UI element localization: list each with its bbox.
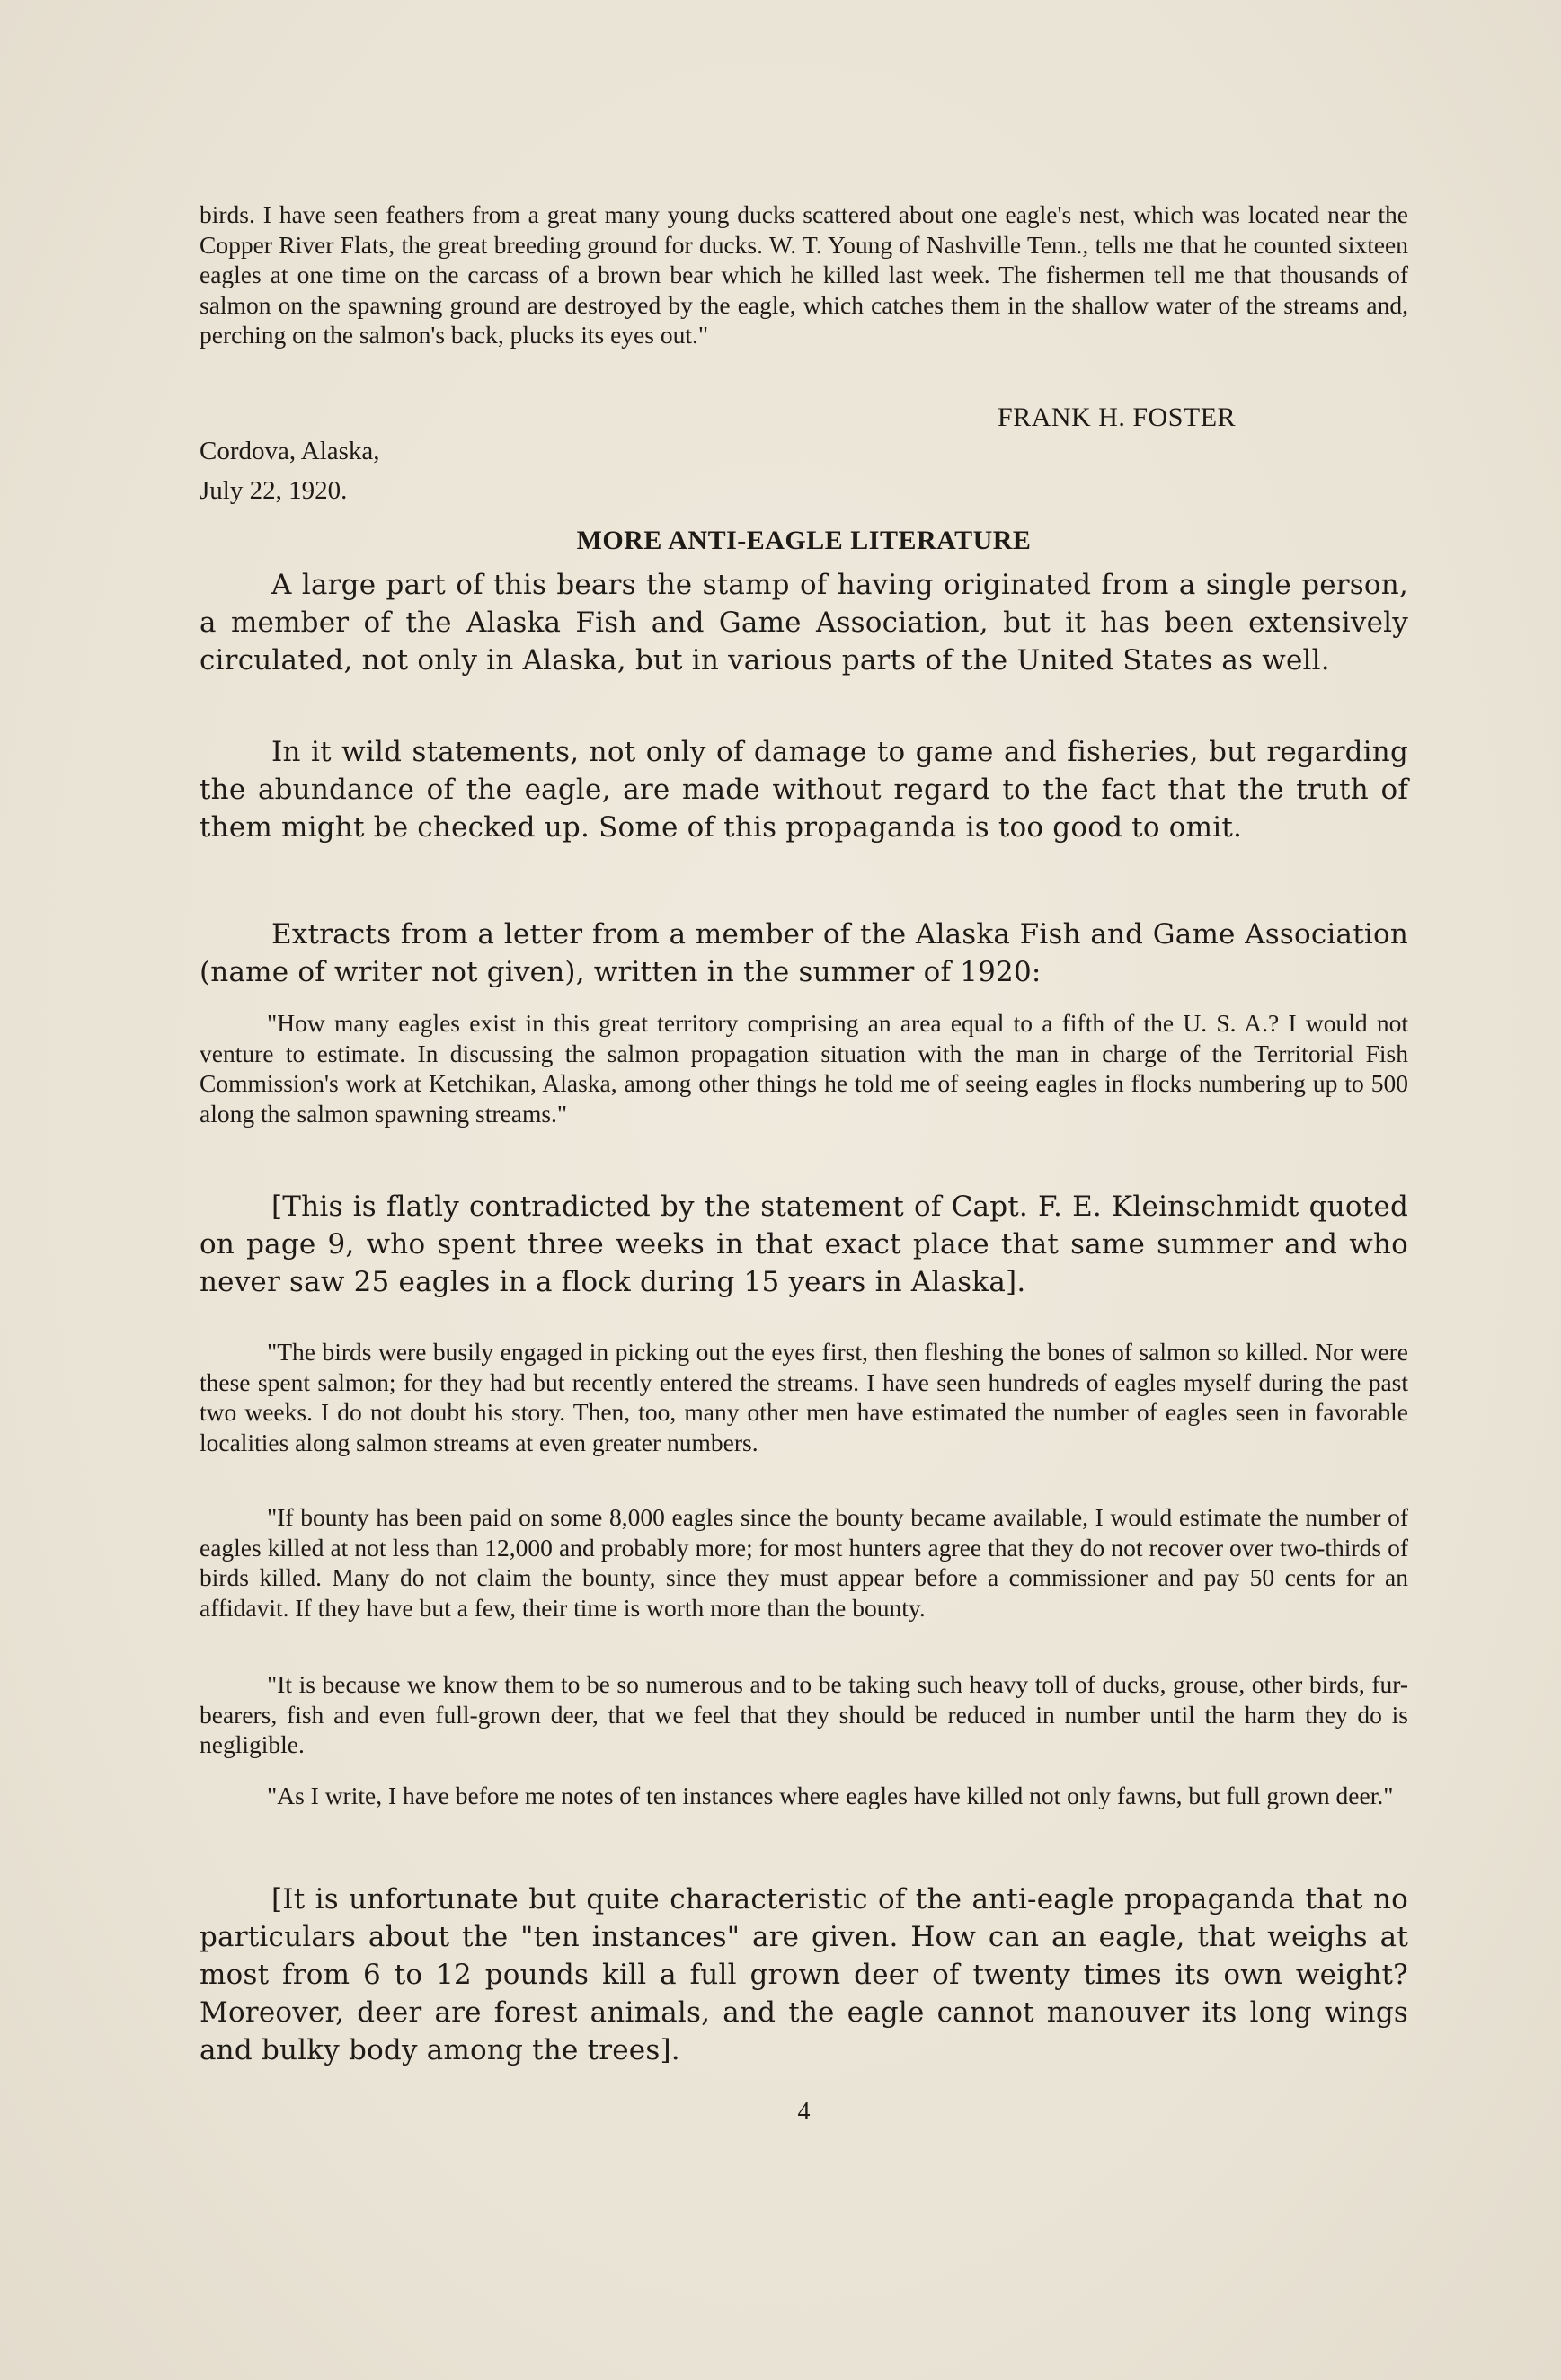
paragraph-origin: A large part of this bears the stamp of having originated from a single person, a member of the Alaska Fish and Game Association, but it has been extensively circulated, not only in Alaska, but in various parts of the United States as well. [200,569,1408,677]
quote-bounty: "If bounty has been paid on some 8,000 eagles since the bounty became available, I would estimate the number of eagles killed at not less than 12,000 and probably more; for most hunters agree that they do not recover over two-thirds of birds killed. Many do not claim the bounty, since they must appear before a commissioner and pay 50 cents for an affidavit. If they have but a few, their time is worth more than the bounty. [200,1503,1408,1622]
dateline-date: July 22, 1920. [200,476,348,505]
paragraph-wild-statements: In it wild statements, not only of damage to game and fisheries, but regarding the abundance of the eagle, are made without regard to the fact that the truth of them might be checked up. Some of this propaganda is too good to omit. [200,736,1408,844]
continuation-paragraph: birds. I have seen feathers from a great many young ducks scattered about one eagle's nest, which was located near the Copper River Flats, the great breeding ground for ducks. W. T. Young of Nashville Tenn., tells me that he counted sixteen eagles at one time on the carcass of a brown bear which he killed last week. The fishermen tell me that thousands of salmon on the spawning ground are destroyed by the eagle, which catches them in the shallow water of the streams and, perching on the salmon's back, plucks its eyes out." [200,200,1408,349]
quote-numerous: "It is because we know them to be so numerous and to be taking such heavy toll of ducks, grouse, other birds, fur-bearers, fish and even full-grown deer, that we feel that they should be reduced in number until the harm they do is negligible. [200,1670,1408,1758]
quote-ten-instances: "As I write, I have before me notes of ten instances where eagles have killed not only fawns, but full grown deer." [267,1782,1394,1809]
signature: FRANK H. FOSTER [998,403,1237,432]
comment-kleinschmidt: [This is flatly contradicted by the statement of Capt. F. E. Kleinschmidt quoted on page 9, who spent three weeks in that exact place that same summer and who never saw 25 eagles in a flock during 15 years in Alaska]. [200,1190,1408,1298]
quote-birds-busily: "The birds were busily engaged in picking out the eyes first, then fleshing the bones of salmon so killed. Nor were these spent salmon; for they had but recently entered the streams. I have seen hundreds of eagles myself during the past two weeks. I do not doubt his story. Then, too, many other men have estimated the number of eagles seen in favorable localities along salmon streams at even greater numbers. [200,1338,1408,1456]
dateline-place: Cordova, Alaska, [200,437,380,465]
paragraph-extracts-intro: Extracts from a letter from a member of the Alaska Fish and Game Association (name of writer not given), written in the summer of 1920: [200,918,1408,988]
section-heading: MORE ANTI-EAGLE LITERATURE [576,526,1032,555]
comment-unfortunate: [It is unfortunate but quite characteristic of the anti-eagle propaganda that no particulars about the "ten instances" are given. How can an eagle, that weighs at most from 6 to 12 pounds kill a full grown deer of twenty times its own weight? Moreover, deer are forest animals, and the eagle cannot manouver its long wings and bulky body among the trees]. [200,1883,1408,2066]
quote-how-many-eagles: "How many eagles exist in this great territory comprising an area equal to a fifth of the U. S. A.? I would not venture to estimate. In discussing the salmon propagation situation with the man in charge of the Territorial Fish Commission's work at Ketchikan, Alaska, among other things he told me of seeing eagles in flocks numbering up to 500 along the salmon spawning streams." [200,1009,1408,1128]
page-number: 4 [797,2098,811,2126]
